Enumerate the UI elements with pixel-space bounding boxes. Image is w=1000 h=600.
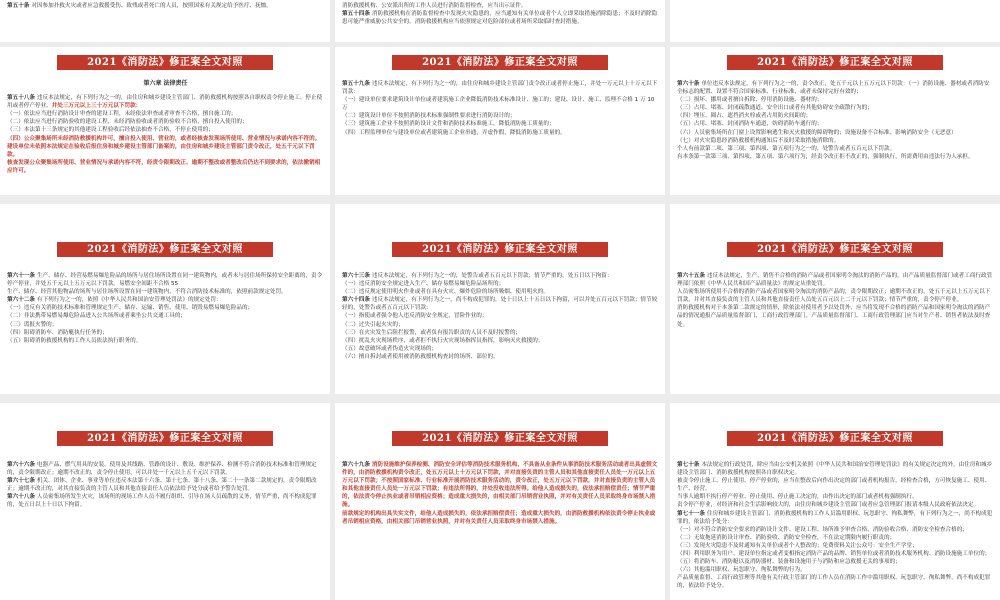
slide-7 xyxy=(0,204,330,394)
law-paragraph xyxy=(677,120,994,128)
law-paragraph xyxy=(677,104,994,112)
law-paragraph xyxy=(342,10,659,26)
article-text: 违反本法规定，有下列行为之一的，由住房和城乡建设主管部门、消防救援机构按照各自职权责令停止施工、停止使用或者停产停业， xyxy=(7,95,323,110)
law-paragraph xyxy=(677,550,994,558)
slide-body xyxy=(342,272,659,361)
law-paragraph xyxy=(677,112,994,120)
article-text: （六）其他滥用职权、玩忽职守、徇私舞弊的行为。 xyxy=(677,567,806,574)
article-text: （四）阻碍消防车、消防艇执行任务的； xyxy=(7,329,108,336)
article-number: 第六十六条 xyxy=(7,462,37,468)
slide-2 xyxy=(335,0,665,42)
article-text: 生产、储存、经营易燃易爆危险品的场所与居住场所设置在同一建筑物内，或者未与居住场所保持安全距离的，责令停产停业，并处五千元以上五万元以下罚款。易燃安全间距不合格 55 xyxy=(7,273,323,288)
slide-title-banner: 2021《消防法》修正案全文对照 xyxy=(57,242,273,257)
article-text: 消防救援机构在消防监督检查中发现火灾隐患的，应当通知有关单位或者个人立即采取措施消除隐患；不及时消除隐患可能严重威胁公共安全的，消防救援机构应当依照规定对危险部位或者场所采取临时查封措施。 xyxy=(342,11,658,26)
article-text: （一）对不符合消防安全要求的消防设计文件、建设工程、场所准予审查合格、消防验收合格、消防安全检查合格的； xyxy=(677,526,968,533)
law-paragraph xyxy=(342,337,659,345)
article-text: 责令停产停业，对经济和社会生活影响较大的，由住房和城乡建设主管部门或者应急管理部门报请本级人民政府依法决定。 xyxy=(677,502,980,509)
law-paragraph xyxy=(677,574,994,590)
article-number: 第六十四条 xyxy=(342,297,372,304)
slide-title-banner: 2021《消防法》修正案全文对照 xyxy=(57,431,273,446)
slide-title-banner: 2021《消防法》修正案全文对照 xyxy=(727,431,943,446)
law-paragraph xyxy=(677,493,994,501)
law-paragraph xyxy=(342,321,659,329)
law-paragraph xyxy=(7,304,324,312)
law-paragraph xyxy=(7,143,324,159)
law-paragraph xyxy=(342,288,659,296)
slide-1 xyxy=(0,0,330,42)
law-paragraph xyxy=(677,501,994,509)
article-text: （四）埋压、圈占、遮挡消火栓或者占用防火间距的； xyxy=(677,113,812,120)
law-paragraph xyxy=(342,272,659,280)
law-paragraph xyxy=(342,353,659,361)
law-paragraph xyxy=(342,461,659,510)
law-paragraph xyxy=(7,312,324,320)
law-paragraph xyxy=(342,312,659,320)
article-text: 对因参加扑救火灾或者应急救援受伤、致残或者死亡的人员，按照国家有关规定给予医疗、抚恤。 xyxy=(31,3,272,9)
law-paragraph xyxy=(7,135,324,143)
article-text: 本法规定的行政处罚，除应当由公安机关依照《中华人民共和国治安管理处罚法》的有关规定决定的外，由住房和城乡建设主管部门、消防救援机构按照各自职权决定。 xyxy=(677,462,993,477)
article-number: 第五十九条 xyxy=(342,81,372,87)
law-paragraph xyxy=(677,80,994,96)
article-number: 第六十五条 xyxy=(677,273,707,279)
article-number: 第六十三条 xyxy=(342,273,372,279)
slide-title-banner: 2021《消防法》修正案全文对照 xyxy=(392,55,608,70)
law-paragraph xyxy=(342,510,659,526)
article-number: 第五十四条 xyxy=(342,11,372,18)
article-text: （一）依法应当进行消防设计审查的建设工程，未经依法审查或者审查不合格，擅自施工的； xyxy=(7,111,237,118)
article-text: （三）在火灾发生后阻拦报警，或者负有报告职责的人员不及时报警的； xyxy=(342,329,522,336)
slide-12 xyxy=(670,403,1000,600)
article-text: （二）违反规定使用明火作业或者在具有火灾、爆炸危险的场所吸烟、使用明火的。 xyxy=(342,289,549,296)
article-text: （三）占用、堵塞、封闭疏散通道、安全出口或者有其他妨碍安全疏散行为的； xyxy=(677,105,873,112)
article-text: （五）阻碍消防救援机构的工作人员依法执行职务的。 xyxy=(7,337,142,344)
article-text: （七）对火灾隐患经消防救援机构通知后不及时采取措施消除的。 xyxy=(677,137,840,144)
law-paragraph xyxy=(677,566,994,574)
article-number: 第六十九条 xyxy=(342,462,372,468)
article-text: （四）利用职务为用户、建设单位指定或者变相指定消防产品的品牌、销售单位或者消防技术服务机构、消防设施施工单位的； xyxy=(677,551,991,558)
law-paragraph xyxy=(677,477,994,493)
article-text: （一）建设单位要求建筑设计单位或者建筑施工企业降低消防技术标准设计、施工的；建设、设计、施工、监理不合格 1 万 10 万 xyxy=(342,97,655,112)
law-paragraph xyxy=(677,558,994,566)
law-paragraph xyxy=(342,112,659,120)
slide-title-banner: 2021《消防法》修正案全文对照 xyxy=(392,242,608,257)
article-text: （二）依法应当进行消防验收的建设工程，未经消防验收或者消防验收不合格，擅自投入使用的； xyxy=(7,119,248,126)
article-text: 生产、储存、经营其他物品的场所与居住场所设置在同一建筑物内，不符合消防技术标准的，依照前款规定处罚。 xyxy=(7,289,287,296)
article-text: （二）损坏、挪用或者擅自拆除、停用消防设施、器材的； xyxy=(677,97,823,104)
slide-body xyxy=(7,2,324,10)
article-text: 电器产品、燃气用具的安装、使用及其线路、管路的设计、敷设、维护保养、检测不符合消防技术标准和管理规定的，责令限期改正；逾期不改正的，责令停止使用，可以并处一千元以上五千元以下罚款。 xyxy=(7,462,317,477)
article-text: 机关、团体、企业、事业等单位违反本法第十六条、第十七条、第十八条、第二十一条第二款规定的，责令限期改正；逾期不改正的，对其直接负责的主管人员和其他直接责任人员依法给予处分或者给予警告处罚。 xyxy=(7,478,317,493)
law-paragraph xyxy=(7,110,324,118)
article-text: 违反本法规定，有下列行为之一，尚不构成犯罪的，处十日以上十五日以下拘留，可以并处五百元以下罚款；情节较轻的，处警告或者五百元以下罚款： xyxy=(342,297,658,312)
amended-text: 建设单位未依照本法规定在验收后报住房和城乡建设主管部门备案的，由住房和城乡建设主管部门责令改正，处五千元以下罚款。 xyxy=(7,143,315,158)
article-text: （一）指使或者强令他人违反消防安全规定，冒险作业的； xyxy=(342,313,488,320)
law-paragraph xyxy=(677,304,994,328)
slide-body xyxy=(342,80,659,137)
article-text: 单位违反本法规定，有下列行为之一的，责令改正，处五千元以上五万元以下罚款：（一）消防设施、器材或者消防安全标志的配置、设置不符合国家标准、行业标准，或者未保持完好有效的； xyxy=(677,81,990,96)
article-text: 违反本法规定，有下列行为之一的，由住房和城乡建设主管部门责令改正或者停止施工，并处一万元以上十万元以下罚款： xyxy=(342,81,658,96)
article-number: 第七十一条 xyxy=(677,510,707,517)
law-paragraph xyxy=(7,118,324,126)
law-paragraph xyxy=(677,153,994,161)
law-paragraph xyxy=(677,542,994,550)
amended-text: 并处三万元以上三十万元以下罚款： xyxy=(51,103,142,110)
article-text: （四）工程监理单位与建设单位或者建筑施工企业串通，弄虚作假，降低消防施工质量的。 xyxy=(342,129,566,136)
article-text: 有下列行为之一的，依照《中华人民共和国治安管理处罚法》的规定处罚： xyxy=(36,297,222,304)
article-text: 被责令停止施工、停止使用、停产停业的，应当在整改后向作出决定的部门或者机构报告，经检查合格，方可恢复施工、使用、生产、经营。 xyxy=(677,478,991,493)
law-paragraph xyxy=(7,272,324,288)
law-paragraph xyxy=(677,129,994,137)
article-number: 第七十条 xyxy=(677,462,702,468)
slide-8 xyxy=(335,204,665,394)
article-text: （三）建筑施工企业不按照消防设计文件和消防技术标准施工，降低消防施工质量的； xyxy=(342,121,555,128)
article-number: 第五十条 xyxy=(7,3,32,9)
article-text: （四）扰乱火灾现场秩序，或者拒不执行火灾现场指挥员指挥，影响灭火救援的； xyxy=(342,337,544,344)
article-number: 第六十八条 xyxy=(7,494,37,501)
article-number: 第六十七条 xyxy=(7,478,37,485)
article-text: （三）本法第十三条规定的其他建设工程验收后经依法抽查不合格，不停止使用的； xyxy=(7,127,214,134)
article-text: 人员密集场所使用不合格的消防产品或者国家明令淘汰的消防产品的，责令限期改正；逾期不改正的，处五千元以上五万元以下罚款，并对其直接负责的主管人员和其他直接责任人员处五百元以上二千元以下罚款；情节严重的，责令停产停业。 xyxy=(677,289,991,304)
law-paragraph xyxy=(7,321,324,329)
slide-title-banner: 2021《消防法》修正案全文对照 xyxy=(392,431,608,446)
slide-10 xyxy=(0,403,330,600)
law-paragraph xyxy=(7,461,324,477)
amended-text: 前款规定的机构出具失实文件，给他人造成损失的，依法承担赔偿责任；造成重大损失的，由消防救援机构依法责令停止执业或者吊销相应资格，由相关部门吊销营业执照，并对有关责任人员采取终身市场禁入措施。 xyxy=(342,510,656,525)
slide-title-banner: 2021《消防法》修正案全文对照 xyxy=(727,242,943,257)
article-text: 当事人逾期不执行停产停业、停止使用、停止施工决定的，由作出决定的部门或者机构强制执行。 xyxy=(677,494,918,501)
article-text: 有本条第一款第三项、第四项、第五项、第六项行为，经责令改正拒不改正的，强制执行，所需费用由违法行为人承担。 xyxy=(677,153,974,160)
slide-body xyxy=(7,272,324,345)
law-paragraph xyxy=(677,145,994,153)
law-paragraph xyxy=(7,296,324,304)
article-text: 消防救援机构对于本条第二款规定的情形，除依法对使用者予以处罚外，应当将发现不合格的消防产品和国家明令淘汰的消防产品的情况通报产品质量监督部门、工商行政管理部门。产品质量监督部门、工商行政管理部门应当对生产者、销售者依法及时查处。 xyxy=(677,305,991,328)
article-text: （三）谎报火警的； xyxy=(7,321,58,328)
article-text: （一）违反消防安全规定进入生产、储存易燃易爆危险品场所的； xyxy=(342,281,505,288)
article-number: 第六十二条 xyxy=(7,297,37,304)
article-text: （五）将消防车、消防艇以及消防器材、装备和设施用于与消防和应急救援无关的事项的； xyxy=(677,559,901,566)
slide-title-banner: 2021《消防法》修正案全文对照 xyxy=(57,55,273,70)
article-text: 住房和城乡建设主管部门、消防救援机构的工作人员滥用职权、玩忽职守、徇私舞弊，有下列行为之一，尚不构成犯罪的，依法给予处分： xyxy=(677,510,993,525)
slide-body xyxy=(7,461,324,510)
amended-text: （四）公众聚集场所未经消防救援机构许可，擅自投入使用、营业的，或者经核查发现场所使用、营业情况与承诺内容不符的。 xyxy=(7,135,321,142)
article-text: 产品质量监督、工商行政管理等其他有关行政主管部门的工作人员在消防工作中滥用职权、玩忽职守、徇私舞弊，尚不构成犯罪的，依法给予处分。 xyxy=(677,575,991,590)
law-paragraph xyxy=(677,96,994,104)
article-text: （二）建筑设计单位不按照消防技术标准强制性要求进行消防设计的； xyxy=(342,113,516,120)
law-paragraph xyxy=(677,534,994,542)
slide-4 xyxy=(0,47,330,195)
slide-6 xyxy=(670,47,1000,195)
slide-body xyxy=(7,80,324,175)
article-text: （一）违反有关消防技术标准和管理规定生产、储存、运输、销售、使用、销毁易燃易爆危险品的； xyxy=(7,305,254,312)
law-paragraph xyxy=(677,272,994,288)
law-paragraph xyxy=(342,80,659,96)
law-paragraph xyxy=(7,477,324,493)
law-paragraph xyxy=(342,280,659,288)
law-paragraph xyxy=(677,461,994,477)
slide-body xyxy=(342,461,659,526)
article-text: 违反本法规定，有下列行为之一的，处警告或者五百元以下罚款；情节严重的，处五日以下拘留： xyxy=(371,273,613,279)
law-paragraph xyxy=(677,526,994,534)
slide-body xyxy=(342,2,659,26)
law-paragraph xyxy=(342,296,659,312)
law-paragraph xyxy=(7,126,324,134)
article-text: （三）发现火灾隐患不及时通知有关单位或者个人整改的；免费资料关注公众号：安全生产学堂； xyxy=(677,542,918,549)
amended-text: 消防设施维护保养检测、消防安全评估等消防技术服务机构，不具备从业条件从事消防技术服务活动或者出具虚假文件的，由消防救援机构责令改正，处五万元以上十万元以下罚款，并对直接负责的主管人员和其他直接责任人员处一万元以上五万元以下罚款；不按照国家标准、行业标准开展消防技术服务活动的，责令改正，处五万元以下罚款，并对直接负责的主管人员和其他直接责任人员处一万元以下罚款；有违法所得的，并处没收违法所得。给他人造成损失的，依法承担赔偿责任；情节严重的，依法责令停止执业或者吊销相应资格；造成重大损失的，由相关部门吊销营业执照，并对有关责任人员采取终身市场禁入措施。 xyxy=(342,462,658,509)
slide-body xyxy=(677,272,994,329)
law-paragraph xyxy=(7,337,324,345)
law-paragraph xyxy=(342,129,659,137)
law-paragraph xyxy=(7,2,324,10)
article-text: 人员密集场所发生火灾，该场所的现场工作人员不履行组织、引导在场人员疏散的义务，情节严重，尚不构成犯罪的，处五日以上十日以下拘留。 xyxy=(7,494,317,509)
article-number: 第六十一条 xyxy=(7,273,37,279)
slide-body xyxy=(677,461,994,591)
article-number: 第六十条 xyxy=(677,81,702,87)
article-text: （六）人员密集场所在门窗上设置影响逃生和灭火救援的障碍物的；设施设备不合标准、影响消防安全（无恶意） xyxy=(677,129,957,136)
chapter-heading: 第六章 法律责任 xyxy=(143,80,188,87)
law-paragraph xyxy=(7,159,324,175)
law-paragraph xyxy=(342,120,659,128)
article-text: （五）占用、堵塞、封闭消防车通道，妨碍消防车通行的； xyxy=(677,121,823,128)
law-paragraph xyxy=(7,94,324,110)
slide-5 xyxy=(335,47,665,195)
article-text: （二）无故拖延消防设计审查、消防验收、消防安全检查，不在法定期限内履行职责的； xyxy=(677,534,896,541)
law-paragraph xyxy=(342,2,659,10)
article-text: （六）擅自拆封或者使用被消防救援机构查封的场所、部位的。 xyxy=(342,353,499,360)
slide-11 xyxy=(335,403,665,600)
article-text: （二）非法携带易燃易爆危险品进入公共场所或者乘坐公共交通工具的； xyxy=(7,313,187,320)
article-text: 个人有前款第二项、第三项、第四项、第五项行为之一的，处警告或者五百元以下罚款。 xyxy=(677,145,896,152)
article-text: （二）过失引起火灾的； xyxy=(342,321,404,328)
slide-body xyxy=(677,80,994,161)
law-paragraph xyxy=(342,345,659,353)
law-paragraph xyxy=(677,288,994,304)
law-paragraph xyxy=(342,329,659,337)
article-text: 消防救援机构、公安派出所的工作人员进行消防监督检查，应当出示证件。 xyxy=(342,3,527,9)
slide-title-banner: 2021《消防法》修正案全文对照 xyxy=(727,55,943,70)
amended-text: 核查发现公众聚集场所使用、营业情况与承诺内容不符，经责令限期改正、逾期不整改或者整改后仍达不到要求的，依法撤销相应许可。 xyxy=(7,159,321,174)
law-paragraph xyxy=(677,510,994,526)
law-paragraph xyxy=(7,493,324,509)
law-paragraph xyxy=(677,137,994,145)
law-paragraph xyxy=(7,288,324,296)
law-paragraph xyxy=(342,96,659,112)
slide-9 xyxy=(670,204,1000,394)
slide-3 xyxy=(670,0,1000,42)
article-text: （五）故意破坏或者伪造火灾现场的； xyxy=(342,345,438,352)
law-paragraph xyxy=(7,329,324,337)
article-text: 违反本法规定，生产、销售不合格的消防产品或者国家明令淘汰的消防产品的，由产品质量监督部门或者工商行政管理部门依照《中华人民共和国产品质量法》的规定从重处罚。 xyxy=(677,273,993,288)
article-number: 第五十八条 xyxy=(7,95,37,102)
